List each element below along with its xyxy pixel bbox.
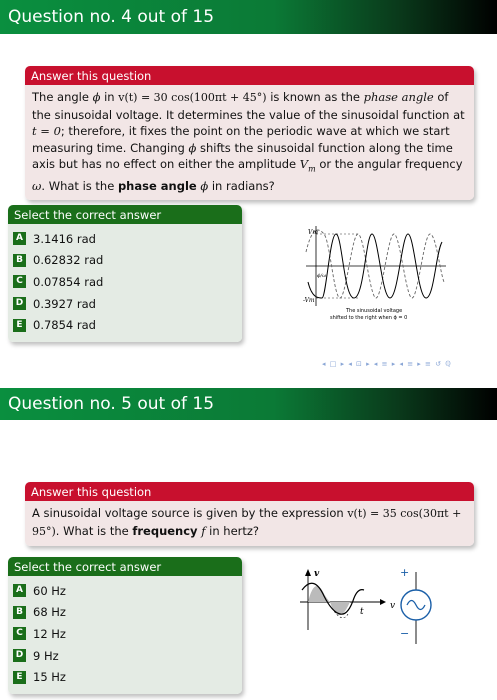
option-e[interactable] (13, 314, 237, 336)
option-a[interactable] (13, 228, 237, 250)
option-letter: E (13, 671, 26, 684)
question-text: A sinusoidal voltage source is given by the expression v(t) = 35 cos(30πt + 95°). What is the frequency f in hertz? (25, 501, 474, 546)
option-b[interactable] (13, 250, 237, 272)
question-box (25, 482, 474, 546)
option-text: 3.1416 rad (33, 231, 96, 246)
shifted-sinusoid-figure (300, 222, 450, 322)
answer-box (8, 557, 242, 694)
option-letter: B (13, 606, 26, 619)
option-a[interactable] (13, 580, 237, 602)
option-text: 15 Hz (33, 670, 66, 685)
option-c[interactable] (13, 271, 237, 293)
option-d[interactable] (13, 645, 237, 667)
option-letter: D (13, 649, 26, 662)
option-letter: A (13, 232, 26, 245)
figure-caption-line2: shifted to the right when ϕ = 0 (330, 315, 408, 321)
answer-header: Select the correct answer (8, 205, 242, 224)
answer-options (8, 224, 242, 342)
v-axis-label: v (314, 569, 320, 579)
option-letter: B (13, 254, 26, 267)
answer-box (8, 205, 242, 342)
question-box (25, 66, 474, 200)
option-text: 0.7854 rad (33, 318, 96, 333)
option-e[interactable] (13, 666, 237, 688)
t-axis-label: t (360, 607, 364, 617)
phi-omega-label: ϕ/ω (317, 273, 327, 279)
beamer-nav-icons[interactable]: ◂ □ ▸ ◂ ⊡ ▸ ◂ ≡ ▸ ◂ ≡ ▸ ≡ ↺ ℚ (322, 360, 452, 368)
answer-options (8, 576, 242, 694)
option-text: 0.07854 rad (33, 274, 104, 289)
question-header: Answer this question (25, 66, 474, 85)
option-letter: C (13, 275, 26, 288)
plus-terminal: + (400, 568, 410, 579)
slide-title: Question no. 5 out of 15 (0, 388, 497, 420)
option-text: 9 Hz (33, 648, 59, 663)
option-letter: D (13, 297, 26, 310)
option-b[interactable] (13, 602, 237, 624)
option-text: 68 Hz (33, 605, 66, 620)
figure-caption-line1: The sinusoidal voltage (346, 308, 403, 314)
question-text: The angle ϕ in v(t) = 30 cos(100πt + 45°) is known as the phase angle of the sinusoidal voltage. It determines the value of the sinusoidal function at t = 0; therefore, it fixes the point on the periodic wave at which we start measuring time. Changing ϕ shifts the sinusoidal function along the time axis but has no effect on either the amplitude $V_m$ or the angular frequency ω. What is the phase angle ϕ in radians? (25, 85, 474, 200)
option-letter: A (13, 584, 26, 597)
option-text: 12 Hz (33, 626, 66, 641)
option-d[interactable] (13, 293, 237, 315)
voltage-source-figure (292, 568, 452, 678)
vm-label: Vm (308, 229, 319, 236)
question-header: Answer this question (25, 482, 474, 501)
option-letter: E (13, 319, 26, 332)
source-v-label: v (390, 601, 396, 611)
answer-header: Select the correct answer (8, 557, 242, 576)
option-text: 0.62832 rad (33, 253, 104, 268)
slide-title: Question no. 4 out of 15 (0, 0, 497, 34)
minus-terminal: − (400, 627, 410, 640)
option-text: 0.3927 rad (33, 296, 96, 311)
option-c[interactable] (13, 623, 237, 645)
slide-question-5 (0, 372, 497, 700)
option-text: 60 Hz (33, 583, 66, 598)
neg-vm-label: -Vm (303, 297, 315, 304)
option-letter: C (13, 627, 26, 640)
